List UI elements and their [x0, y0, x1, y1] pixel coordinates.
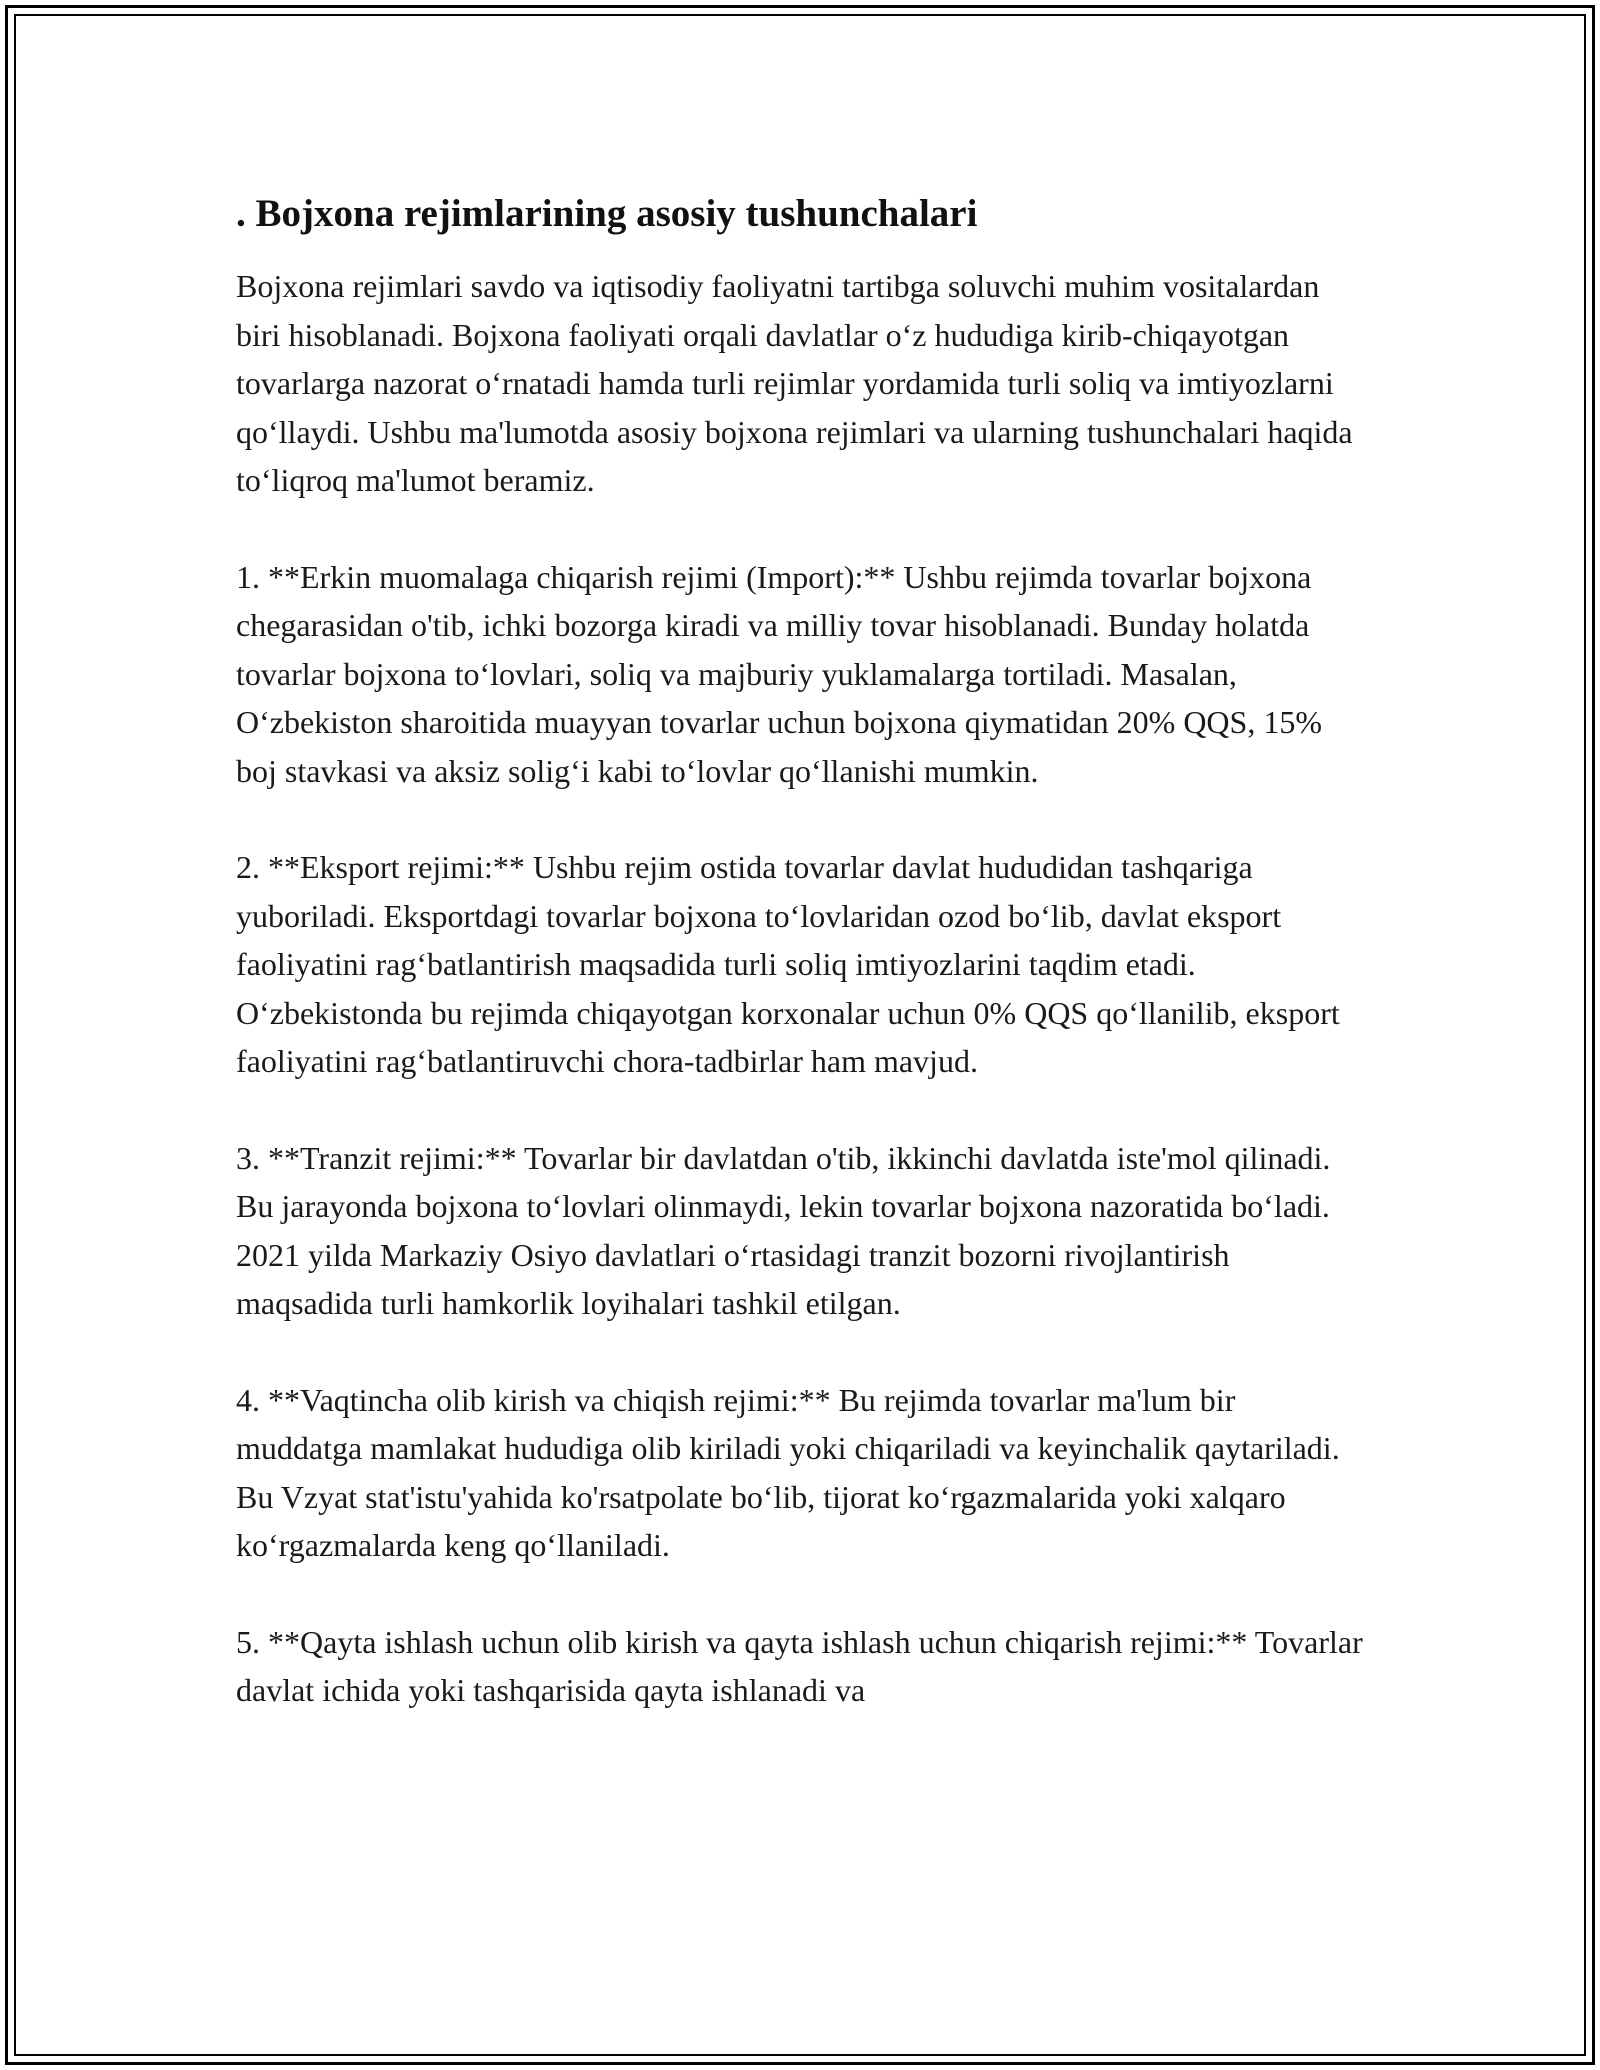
document-title: . Bojxona rejimlarining asosiy tushunchalari [236, 192, 978, 235]
intro-paragraph: Bojxona rejimlari savdo va iqtisodiy faoliyatni tartibga soluvchi muhim vositalardan biri hisoblanadi. Bojxona faoliyati orqali davlatlar o‘z hududiga kirib-chiqayotgan tovarlarga nazorat o‘rnatadi hamda turli rejimlar yordamida turli soliq va imtiyozlarni qo‘llaydi. Ushbu ma'lumotda asosiy bojxona rejimlari va ularning tushunchalari haqida to‘liqroq ma'lumot beramiz. [236, 268, 1353, 498]
document-body [236, 186, 1366, 1715]
paragraph-export-regime: 2. **Eksport rejimi:** Ushbu rejim ostida tovarlar davlat hududidan tashqariga yuboriladi. Eksportdagi tovarlar bojxona to‘lovlaridan ozod bo‘lib, davlat eksport faoliyatini rag‘batlantirish maqsadida turli soliq imtiyozlarini taqdim etadi. O‘zbekistonda bu rejimda chiqayotgan korxonalar uchun 0% QQS qo‘llanilib, eksport faoliyatini rag‘batlantiruvchi chora-tadbirlar ham mavjud. [236, 849, 1340, 1079]
paragraph-transit-regime: 3. **Tranzit rejimi:** Tovarlar bir davlatdan o'tib, ikkinchi davlatda iste'mol qilinadi. Bu jarayonda bojxona to‘lovlari olinmaydi, lekin tovarlar bojxona nazoratida bo‘ladi. 2021 yilda Markaziy Osiyo davlatlari o‘rtasidagi tranzit bozorni rivojlantirish maqsadida turli hamkorlik loyihalari tashkil etilgan. [236, 1139, 1331, 1321]
paragraph-import-regime: 1. **Erkin muomalaga chiqarish rejimi (Import):** Ushbu rejimda tovarlar bojxona chegarasidan o'tib, ichki bozorga kiradi va milliy tovar hisoblanadi. Bunday holatda tovarlar bojxona to‘lovlari, soliq va majburiy yuklamalarga tortiladi. Masalan, O‘zbekiston sharoitida muayyan tovarlar uchun bojxona qiymatidan 20% QQS, 15% boj stavkasi va aksiz solig‘i kabi to‘lovlar qo‘llanishi mumkin. [236, 558, 1322, 789]
paragraph-processing-regime: 5. **Qayta ishlash uchun olib kirish va qayta ishlash uchun chiqarish rejimi:** Tovarlar davlat ichida yoki tashqarisida qayta ishlanadi va [236, 1623, 1363, 1708]
paragraph-temporary-regime: 4. **Vaqtincha olib kirish va chiqish rejimi:** Bu rejimda tovarlar ma'lum bir muddatga mamlakat hududiga olib kiriladi yoki chiqariladi va keyinchalik qaytariladi. Bu Vzyat stat'istu'yahida ko'rsatpolate bo‘lib, tijorat ko‘rgazmalarida yoki xalqaro ko‘rgazmalarda keng qo‘llaniladi. [236, 1381, 1340, 1563]
